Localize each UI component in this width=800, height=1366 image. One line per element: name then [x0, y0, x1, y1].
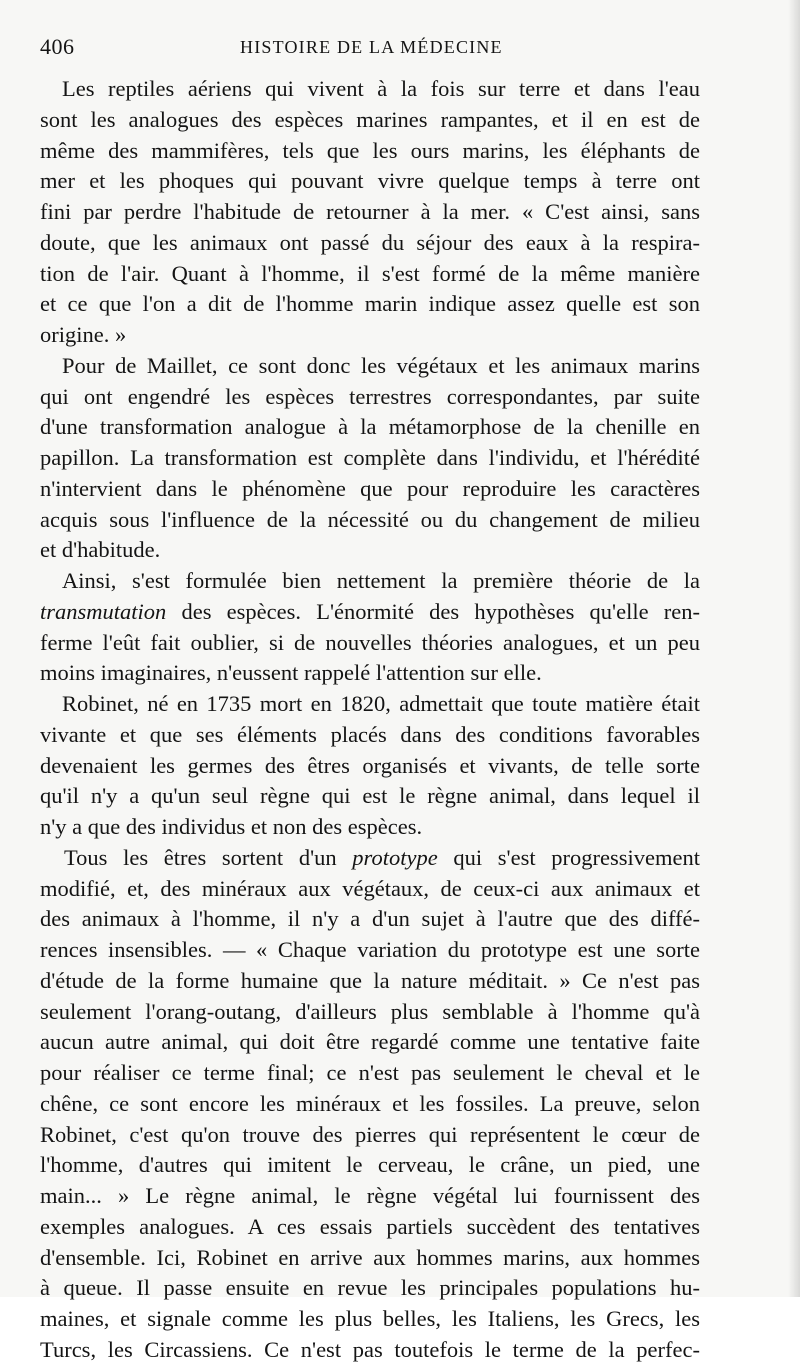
italic-term: prototype — [352, 844, 438, 870]
text-line: et ce que l'on a dit de l'homme marin indique assez quelle est son — [40, 291, 700, 317]
text-line: qui ont engendré les espèces terrestres correspondantes, par suite — [40, 383, 700, 409]
text-line: Pour de Maillet, ce sont donc les végétaux et les animaux marins — [62, 352, 700, 378]
text-line: n'y a que des individus et non des espèces. — [40, 814, 423, 839]
text-line: Robinet, né en 1735 mort en 1820, admettait que toute matière était — [62, 691, 700, 716]
text-line: maines, et signale comme les plus belles, les Italiens, les Grecs, les — [40, 1306, 700, 1331]
text-line: moins imaginaires, n'eussent rappelé l'attention sur elle. — [40, 660, 542, 686]
text-line: l'homme, d'autres qui imitent le cerveau, le crâne, un pied, une — [40, 1152, 700, 1178]
text-line — [40, 597, 700, 628]
text-line: doute, que les animaux ont passé du séjour des eaux à la respira- — [40, 229, 700, 255]
text-line: même des mammifères, tels que les ours marins, les éléphants de — [40, 137, 700, 163]
page-edge-shadow — [788, 0, 800, 1297]
italic-term: transmutation — [40, 598, 167, 624]
text-line: modifié, et, des minéraux aux végétaux, de ceux-ci aux animaux et — [40, 875, 700, 901]
text-line: tion de l'air. Quant à l'homme, il s'est formé de la même manière — [40, 260, 700, 286]
text-line: seulement l'orang-outang, d'ailleurs plus semblable à l'homme qu'à — [40, 998, 700, 1024]
text-line: fini par perdre l'habitude de retourner à la mer. « C'est ainsi, sans — [40, 199, 700, 224]
text-line: n'intervient dans le phénomène que pour reproduire les caractères — [40, 475, 700, 501]
text-line: d'ensemble. Ici, Robinet en arrive aux hommes marins, aux hommes — [40, 1244, 700, 1270]
page-header — [40, 34, 700, 64]
text-line: d'une transformation analogue à la métamorphose de la chenille en — [40, 414, 700, 440]
text-line: exemples analogues. A ces essais partiels succèdent des tentatives — [40, 1213, 700, 1239]
text-line: origine. » — [40, 322, 127, 347]
text-line: et d'habitude. — [40, 537, 161, 563]
text-line: mer et les phoques qui pouvant vivre quelque temps à terre ont — [40, 168, 700, 194]
page-number: 406 — [40, 34, 75, 59]
text-line: pour réaliser ce terme final; ce n'est pas seulement le cheval et le — [40, 1060, 700, 1085]
text-line: Les reptiles aériens qui vivent à la fois sur terre et dans l'eau — [62, 76, 700, 101]
text-line: Turcs, les Circassiens. Ce n'est pas toutefois le terme de la perfec- — [40, 1336, 700, 1362]
text-line: à queue. Il passe ensuite en revue les principales populations hu- — [40, 1275, 700, 1301]
body-text — [40, 74, 700, 1366]
text-line: aucun autre animal, qui doit être regardé comme une tentative faite — [40, 1029, 700, 1055]
text-line: Robinet, c'est qu'on trouve des pierres qui représentent le cœur de — [40, 1121, 700, 1147]
text-line: devenaient les germes des êtres organisés et vivants, de telle sorte — [40, 752, 700, 778]
text-line — [40, 843, 700, 874]
text-line: Ainsi, s'est formulée bien nettement la première théorie de la — [62, 568, 700, 593]
text-line: ferme l'eût fait oublier, si de nouvelles théories analogues, et un peu — [40, 629, 700, 655]
text-line: qu'il n'y a qu'un seul règne qui est le règne animal, dans lequel il — [40, 783, 700, 809]
text-run: Tous les êtres sortent d'un — [64, 844, 353, 870]
text-line: sont les analogues des espèces marines rampantes, et il en est de — [40, 106, 700, 132]
text-line: rences insensibles. — « Chaque variation du prototype est une sorte — [40, 937, 700, 962]
text-line: d'étude de la forme humaine que la nature méditait. » Ce n'est pas — [40, 967, 700, 993]
text-line: main... » Le règne animal, le règne végétal lui fournissent des — [40, 1183, 700, 1208]
text-line: acquis sous l'influence de la nécessité ou du changement de milieu — [40, 506, 700, 532]
text-line: des animaux à l'homme, il n'y a d'un sujet à l'autre que des diffé- — [40, 906, 700, 932]
text-run: qui s'est progressivement — [437, 844, 700, 870]
running-title: HISTOIRE DE LA MÉDECINE — [240, 37, 503, 57]
text-line: papillon. La transformation est complète dans l'individu, et l'hérédité — [40, 445, 700, 470]
text-line: chêne, ce sont encore les minéraux et les fossiles. La preuve, selon — [40, 1090, 700, 1116]
text-line: vivante et que ses éléments placés dans des conditions favorables — [40, 721, 700, 747]
text-run: des espèces. L'énormité des hypothèses qu'elle ren- — [166, 598, 700, 624]
